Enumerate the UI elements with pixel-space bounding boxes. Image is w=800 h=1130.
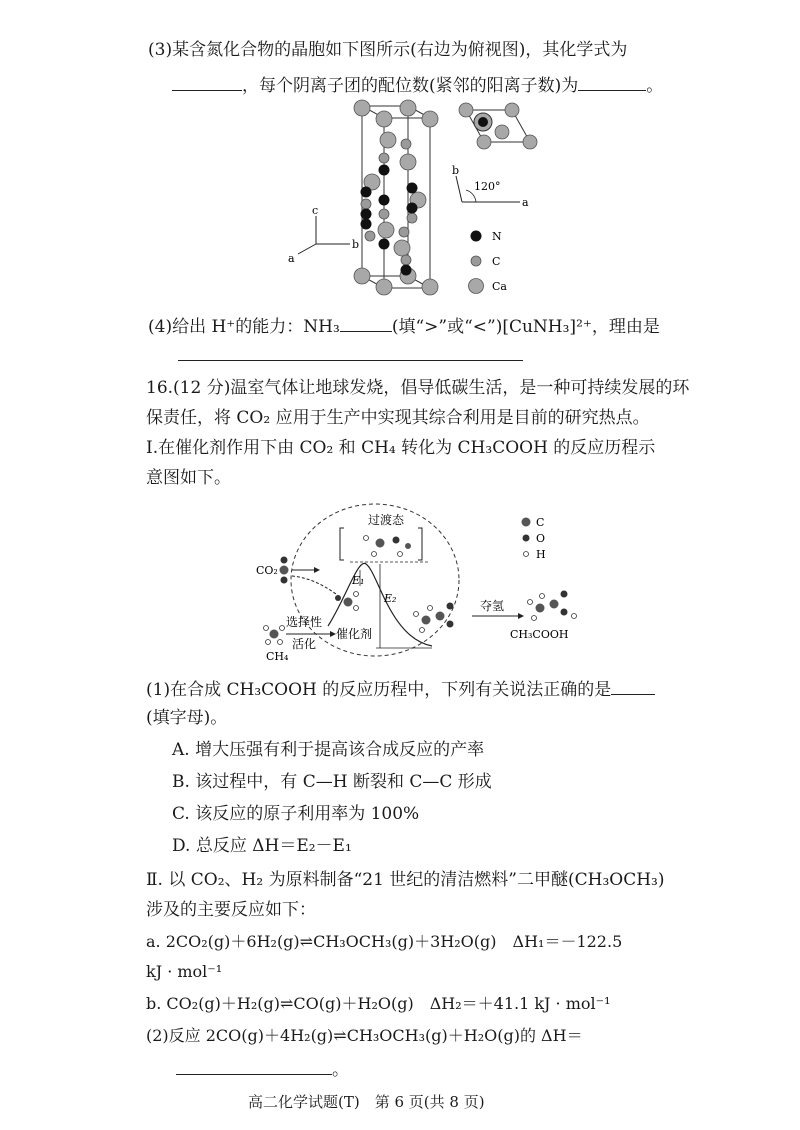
top-axis-a: a bbox=[522, 196, 529, 209]
acetic-acid-label: CH₃COOH bbox=[510, 628, 569, 641]
q3-period: 。 bbox=[646, 76, 664, 96]
axis-c-label: c bbox=[312, 204, 319, 217]
legend-c: C bbox=[492, 255, 501, 268]
co2-label: CO₂ bbox=[256, 564, 278, 577]
q4-mid: (填“>”或“<”)[CuNH₃]²⁺，理由是 bbox=[391, 317, 660, 337]
selective-label: 选择性 bbox=[286, 615, 323, 629]
e2-label: E₂ bbox=[384, 592, 397, 605]
answer-blank[interactable] bbox=[611, 676, 655, 695]
reaction-mechanism-diagram bbox=[250, 498, 590, 668]
ch4-molecule bbox=[264, 626, 285, 645]
q16-1-stem bbox=[146, 676, 655, 702]
q16-part1-line1: Ⅰ.在催化剂作用下由 CO₂ 和 CH₄ 转化为 CH₃COOH 的反应历程示 bbox=[146, 438, 656, 458]
legend-h: H bbox=[536, 548, 546, 561]
ch4-label: CH₄ bbox=[266, 650, 289, 663]
answer-blank[interactable] bbox=[176, 1056, 332, 1075]
legend-o: O bbox=[536, 532, 546, 545]
part2-line1: Ⅱ. 以 CO₂、H₂ 为原料制备“21 世纪的清洁燃料”二甲醚(CH₃OCH₃) bbox=[146, 870, 665, 890]
option-b: B. 该过程中，有 C—H 断裂和 C—C 形成 bbox=[172, 772, 492, 792]
transition-state-label: 过渡态 bbox=[368, 513, 405, 527]
q3-line2-text: ，每个阴离子团的配位数(紧邻的阳离子数)为 bbox=[242, 76, 579, 96]
axis-b-label: b bbox=[352, 238, 360, 251]
part2-line2: 涉及的主要反应如下： bbox=[146, 900, 316, 920]
top-axis-b: b bbox=[452, 164, 460, 177]
pre-product-molecule bbox=[414, 603, 454, 633]
top-view bbox=[459, 103, 537, 149]
q4-answer-line bbox=[178, 342, 523, 368]
acetic-acid-molecule bbox=[528, 591, 577, 621]
legend-o-swatch bbox=[523, 535, 530, 542]
answer-blank[interactable] bbox=[172, 72, 242, 91]
q2-answer-line bbox=[176, 1056, 349, 1082]
reaction-a-unit: kJ · mol⁻¹ bbox=[146, 962, 223, 981]
q16-1-hint: (填字母)。 bbox=[146, 708, 228, 728]
q3-line1: (3)某含氮化合物的晶胞如下图所示(右边为俯视图)，其化学式为 bbox=[148, 40, 628, 60]
catalyst-label: 催化剂 bbox=[336, 627, 373, 641]
q16-part1-line2: 意图如下。 bbox=[146, 468, 231, 488]
legend-n-swatch bbox=[471, 231, 482, 242]
answer-blank[interactable] bbox=[178, 342, 523, 361]
page-footer: 高二化学试题(T) 第 6 页(共 8 页) bbox=[248, 1093, 485, 1111]
q16-line2: 保责任，将 CO₂ 应用于生产中实现其综合利用是目前的研究热点。 bbox=[146, 408, 650, 428]
q16-line1: 16.(12 分)温室气体让地球发烧，倡导低碳生活，是一种可持续发展的环 bbox=[146, 378, 690, 398]
legend-c-swatch bbox=[471, 256, 481, 266]
option-c: C. 该反应的原子利用率为 100% bbox=[172, 804, 420, 824]
legend-c: C bbox=[536, 516, 545, 529]
answer-blank[interactable] bbox=[340, 313, 392, 332]
legend-ca-swatch bbox=[469, 279, 484, 294]
q2-line: (2)反应 2CO(g)＋4H₂(g)⇌CH₃OCH₃(g)＋H₂O(g)的 ΔH＝ bbox=[146, 1026, 583, 1045]
take-h-label: 夺氢 bbox=[480, 599, 505, 613]
option-d: D. 总反应 ΔH＝E₂－E₁ bbox=[172, 836, 352, 856]
transition-molecule bbox=[364, 536, 412, 557]
legend-ca: Ca bbox=[492, 280, 507, 293]
ca-atoms bbox=[354, 100, 438, 295]
legend-h-swatch bbox=[524, 552, 529, 557]
activation-label: 活化 bbox=[292, 637, 317, 651]
crystal-cell-figure bbox=[280, 96, 560, 306]
top-angle: 120° bbox=[474, 180, 501, 193]
reaction-b: b. CO₂(g)＋H₂(g)⇌CO(g)＋H₂O(g) ΔH₂＝＋41.1 kJ · mol⁻¹ bbox=[146, 994, 611, 1013]
e1-label: E₁ bbox=[352, 574, 365, 587]
option-a: A. 增大压强有利于提高该合成反应的产率 bbox=[172, 740, 485, 760]
q3-line2 bbox=[172, 72, 663, 98]
legend-c-swatch bbox=[522, 518, 531, 527]
answer-blank[interactable] bbox=[578, 72, 646, 91]
q4-text: (4)给出 H⁺的能力：NH₃ bbox=[148, 317, 340, 337]
co2-molecule bbox=[280, 557, 289, 584]
q4-line bbox=[148, 313, 660, 339]
axis-a-label: a bbox=[288, 252, 295, 265]
legend-n: N bbox=[492, 230, 502, 243]
q2-period: 。 bbox=[332, 1060, 349, 1080]
q16-1-stem-text: (1)在合成 CH₃COOH 的反应历程中，下列有关说法正确的是 bbox=[146, 680, 612, 700]
reaction-a: a. 2CO₂(g)＋6H₂(g)⇌CH₃OCH₃(g)＋3H₂O(g) ΔH₁＝－122.5 bbox=[146, 932, 623, 951]
